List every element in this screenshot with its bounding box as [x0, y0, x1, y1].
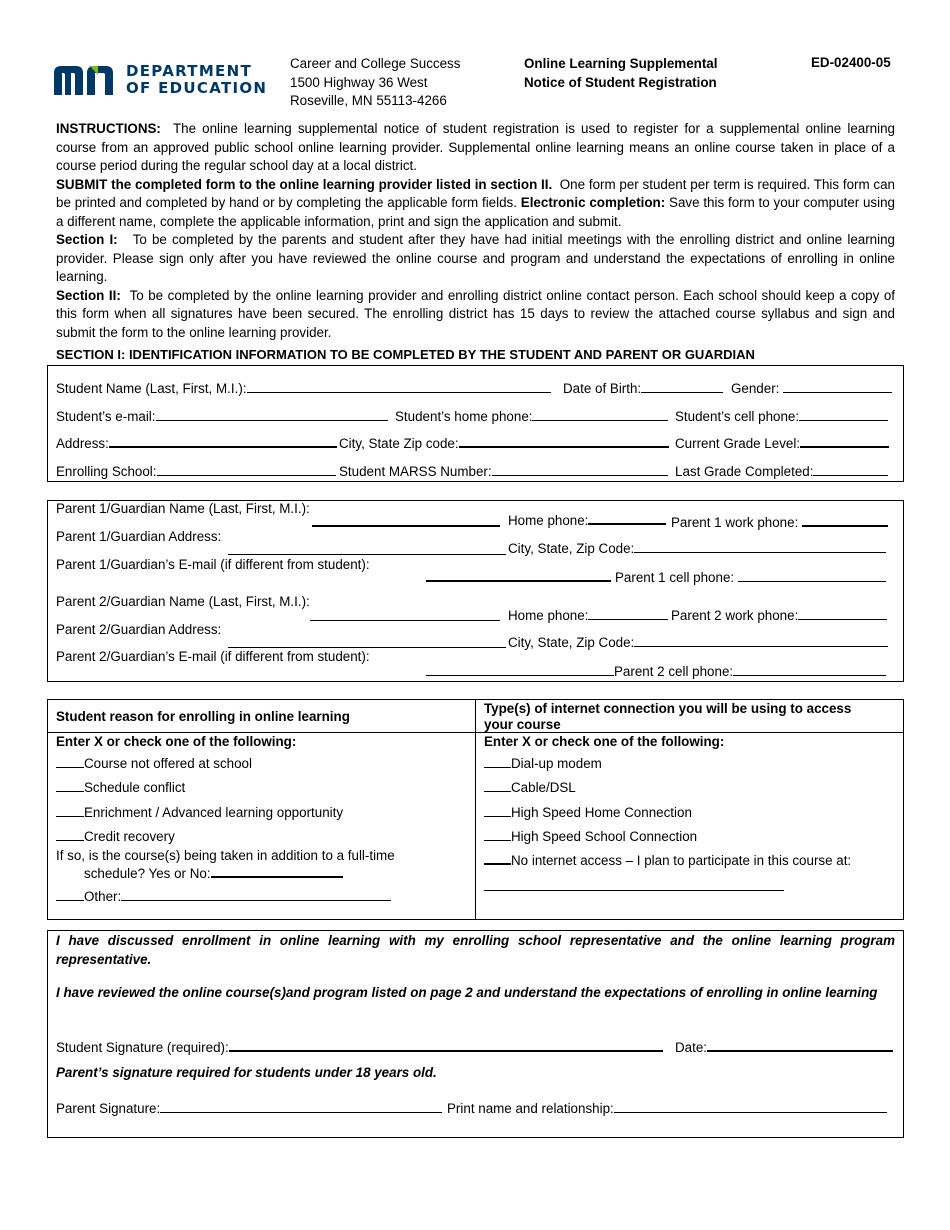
student-signature-label: Student Signature (required):: [56, 1040, 229, 1055]
section1-title: SECTION I: IDENTIFICATION INFORMATION TO BE COMPLETED BY THE STUDENT AND PARENT OR GUARDIAN: [56, 347, 755, 362]
p1-cell-field[interactable]: [738, 568, 886, 582]
p1-cell-label: Parent 1 cell phone:: [615, 570, 735, 585]
connection-checkbox[interactable]: [484, 827, 511, 841]
date-field[interactable]: [707, 1038, 893, 1052]
address-group: [56, 434, 337, 451]
instructions: [56, 120, 895, 342]
reason-checkbox[interactable]: [56, 754, 84, 768]
credit-followup-group: [84, 864, 343, 881]
p2-city-group: [508, 633, 888, 650]
other-label: Other:: [84, 889, 122, 904]
p1-work-label: Parent 1 work phone:: [671, 515, 799, 530]
p2-city-field[interactable]: [634, 633, 888, 647]
student-name-field[interactable]: [247, 379, 551, 393]
p2-cell-field[interactable]: [733, 662, 886, 676]
form-title-line: Notice of Student Registration: [524, 74, 717, 90]
gender-field[interactable]: [783, 379, 892, 393]
connection-option-label: Dial-up modem: [511, 756, 602, 771]
credit-followup-line1: If so, is the course(s) being taken in addition to a full-time: [56, 848, 395, 863]
connection-checkbox[interactable]: [484, 754, 511, 768]
section2-label: Section II:: [56, 287, 121, 303]
parent-signature-field[interactable]: [160, 1099, 442, 1113]
connection-option-label: No internet access – I plan to participate in this course at:: [511, 853, 852, 868]
section1-label: Section I:: [56, 232, 118, 247]
print-name-field[interactable]: [614, 1099, 887, 1113]
connection-checkbox[interactable]: [484, 803, 511, 817]
city-group: [339, 434, 669, 451]
p1-email-label: Parent 1/Guardian’s E-mail (if different from student):: [56, 557, 370, 572]
electronic-label: Electronic completion:: [520, 195, 666, 210]
section2-text: To be completed by the online learning provider and enrolling district online contact person. Each school should keep a copy of this form when all signatures have been secured. The enrolling district has 15 days to review the attached course syllabus and sign and submit the form to the online learning provider.: [56, 287, 896, 340]
reason-checkbox[interactable]: [56, 803, 84, 817]
last-grade-group: [675, 462, 888, 479]
p2-name-field[interactable]: [310, 607, 500, 621]
connection-checkbox[interactable]: [484, 778, 511, 792]
connection-option[interactable]: [484, 827, 697, 844]
p2-cell-group: [614, 662, 886, 679]
connection-header: [484, 701, 851, 733]
reason-header: Student reason for enrolling in online learning: [56, 709, 350, 724]
submit-label: SUBMIT the completed form to the online learning provider listed in section II.: [56, 176, 553, 192]
other-group: [56, 887, 391, 904]
logo-text-line2: OF EDUCATION: [126, 79, 268, 97]
reason-checkbox[interactable]: [56, 778, 84, 792]
dob-label: Date of Birth:: [563, 381, 642, 396]
mn-logo-icon: [52, 63, 120, 97]
marss-group: [339, 462, 668, 479]
discussed-statement: I have discussed enrollment in online learning with my enrolling school representative and the online learning program representative.: [56, 933, 895, 967]
student-cell-phone-field[interactable]: [799, 407, 888, 421]
school-group: [56, 462, 336, 479]
grade-field[interactable]: [800, 434, 889, 448]
connection-option[interactable]: [484, 851, 851, 868]
last-grade-field[interactable]: [813, 462, 888, 476]
p2-address-field[interactable]: [228, 634, 506, 648]
school-field[interactable]: [157, 462, 336, 476]
electronic-text: Save this form to your computer using a different name, complete the applicable information, print and sign the application and submit.: [56, 195, 895, 229]
reason-option[interactable]: [56, 827, 175, 844]
address-field[interactable]: [109, 434, 337, 448]
student-row-1: [56, 379, 551, 396]
grade-label: Current Grade Level:: [675, 436, 801, 451]
student-cell-phone-label: Student’s cell phone:: [675, 409, 800, 424]
other-field[interactable]: [121, 887, 391, 901]
connection-header-line: Type(s) of internet connection you will be using to access: [484, 701, 852, 716]
section1-paragraph: [56, 231, 895, 287]
connection-instruction: Enter X or check one of the following:: [484, 734, 725, 749]
p2-cell-label: Parent 2 cell phone:: [614, 664, 734, 679]
p1-city-label: City, State, Zip Code:: [508, 541, 635, 556]
address-line: Career and College Success: [290, 56, 461, 71]
marss-field[interactable]: [492, 462, 668, 476]
student-name-label: Student Name (Last, First, M.I.):: [56, 381, 247, 396]
student-signature-group: [56, 1038, 663, 1055]
parent-signature-group: [56, 1099, 442, 1116]
form-title: [524, 55, 717, 92]
marss-label: Student MARSS Number:: [339, 464, 492, 479]
p2-work-label: Parent 2 work phone:: [671, 608, 799, 623]
section1-text: To be completed by the parents and student after they have had initial meetings with the enrolling district and online learning provider. Please sign only after you have reviewed the online course and program and understand the expectations of enrolling in online learning.: [56, 232, 896, 284]
parent-signature-note: Parent’s signature required for students under 18 years old.: [56, 1065, 437, 1080]
date-label: Date:: [675, 1040, 708, 1055]
p2-work-group: [671, 606, 887, 623]
student-cell-phone-group: [675, 407, 888, 424]
p1-address-label: Parent 1/Guardian Address:: [56, 529, 222, 544]
reason-option[interactable]: [56, 778, 185, 795]
reason-option-label: Credit recovery: [84, 829, 175, 844]
city-field[interactable]: [459, 434, 669, 448]
gender-label: Gender:: [731, 381, 780, 396]
student-home-phone-group: [395, 407, 668, 424]
address-line: 1500 Highway 36 West: [290, 74, 428, 90]
logo-text-line1: DEPARTMENT: [126, 62, 252, 80]
form-id: ED-02400-05: [811, 55, 891, 70]
p1-home-label: Home phone:: [508, 513, 589, 528]
p2-email-field[interactable]: [426, 662, 614, 676]
p1-home-group: [508, 511, 666, 528]
mde-logo: [52, 62, 272, 98]
instructions-text: The online learning supplemental notice of student registration is used to register for a supplemental online learning course from an approved public school online learning provider. Supplemental online learning means an online course taken in place of a course period during the regular school day at a local district.: [56, 121, 895, 173]
student-home-phone-field[interactable]: [532, 407, 668, 421]
p1-name-field[interactable]: [312, 513, 500, 527]
city-label: City, State Zip code:: [339, 436, 459, 451]
instructions-paragraph: [56, 120, 895, 176]
p2-home-field[interactable]: [588, 606, 668, 620]
connection-option-label: High Speed Home Connection: [511, 805, 692, 820]
reviewed-statement: I have reviewed the online course(s)and program listed on page 2 and understand the expectations of enrolling in online learning: [56, 985, 878, 1000]
student-email-label: Student’s e-mail:: [56, 409, 156, 424]
p1-name-label: Parent 1/Guardian Name (Last, First, M.I.):: [56, 501, 310, 516]
p1-work-group: [671, 513, 888, 530]
other-checkbox[interactable]: [56, 887, 84, 901]
p2-name-label: Parent 2/Guardian Name (Last, First, M.I.):: [56, 594, 310, 609]
student-email-group: [56, 407, 388, 424]
reason-instruction: Enter X or check one of the following:: [56, 734, 297, 749]
p2-home-group: [508, 606, 668, 623]
reason-option-label: Course not offered at school: [84, 756, 252, 771]
reason-option-label: Enrichment / Advanced learning opportunity: [84, 805, 344, 820]
p1-email-field[interactable]: [426, 568, 611, 582]
last-grade-label: Last Grade Completed:: [675, 464, 814, 479]
connection-header-line: your course: [484, 717, 561, 732]
dob-group: [563, 379, 723, 396]
reason-option[interactable]: [56, 803, 343, 820]
credit-followup-label: schedule? Yes or No:: [84, 866, 211, 881]
connection-option[interactable]: [484, 778, 576, 795]
school-label: Enrolling School:: [56, 464, 157, 479]
student-signature-field[interactable]: [229, 1038, 663, 1052]
submit-text: One form per student per term is required. This form can be printed and completed by hand or by completing the applicable form fields.: [56, 176, 895, 210]
address-line: Roseville, MN 55113-4266: [290, 93, 447, 108]
parent-signature-label: Parent Signature:: [56, 1101, 161, 1116]
reason-option-label: Schedule conflict: [84, 780, 186, 795]
connection-option-label: Cable/DSL: [511, 780, 576, 795]
p1-city-group: [508, 539, 886, 556]
p2-city-label: City, State, Zip Code:: [508, 635, 635, 650]
reason-checkbox[interactable]: [56, 827, 84, 841]
p2-home-label: Home phone:: [508, 608, 589, 623]
connection-checkbox[interactable]: [484, 851, 511, 865]
p2-address-label: Parent 2/Guardian Address:: [56, 622, 222, 637]
connection-option-label: High Speed School Connection: [511, 829, 698, 844]
section2-paragraph: [56, 287, 895, 343]
credit-followup-field[interactable]: [211, 864, 343, 878]
student-home-phone-label: Student’s home phone:: [395, 409, 533, 424]
student-email-field[interactable]: [156, 407, 388, 421]
p1-city-field[interactable]: [634, 539, 886, 553]
p1-address-field[interactable]: [228, 541, 506, 555]
date-group: [675, 1038, 893, 1055]
address-label: Address:: [56, 436, 109, 451]
p1-cell-group: [615, 568, 886, 585]
p1-work-field[interactable]: [802, 513, 888, 527]
print-name-group: [447, 1099, 887, 1116]
gender-group: [731, 379, 892, 396]
print-name-label: Print name and relationship:: [447, 1101, 614, 1116]
form-title-line: Online Learning Supplemental: [524, 56, 718, 71]
department-address: [290, 55, 460, 111]
submit-paragraph: [56, 176, 895, 232]
connection-location-field[interactable]: [484, 890, 784, 891]
p1-home-field[interactable]: [588, 511, 666, 525]
grade-group: [675, 434, 889, 451]
dob-field[interactable]: [641, 379, 723, 393]
reason-option[interactable]: [56, 754, 252, 771]
connection-option[interactable]: [484, 754, 602, 771]
connection-option[interactable]: [484, 803, 692, 820]
instructions-label: INSTRUCTIONS:: [56, 121, 161, 136]
p2-email-label: Parent 2/Guardian’s E-mail (if different from student):: [56, 649, 370, 664]
p2-work-field[interactable]: [798, 606, 887, 620]
